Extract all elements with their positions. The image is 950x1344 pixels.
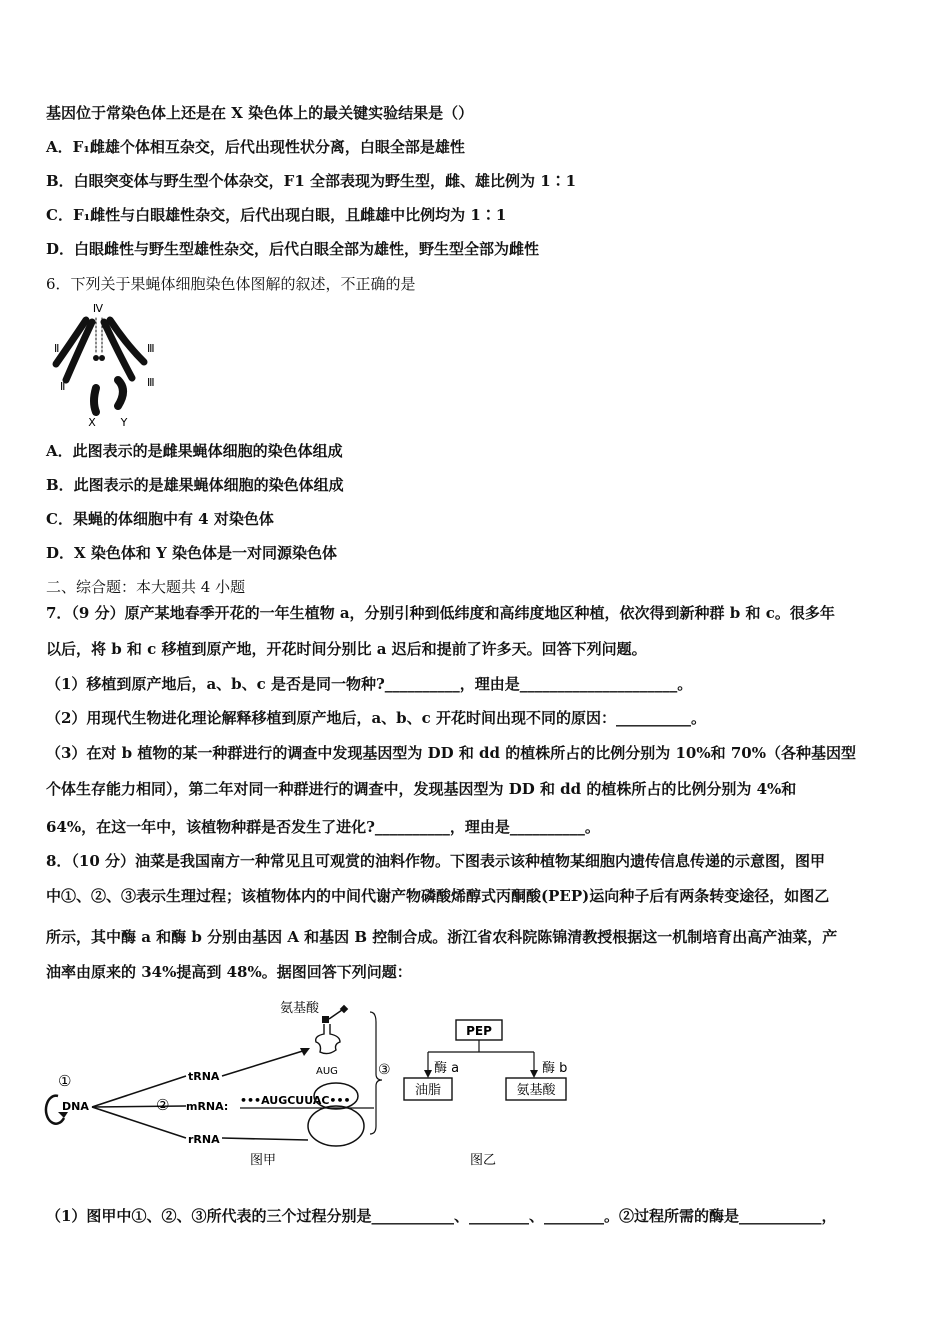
fig-a-aug-label: AUG — [316, 1066, 338, 1077]
chromosome-y — [118, 380, 123, 406]
q5-option-d: D．白眼雌性与野生型雄性杂交，后代白眼全部为雄性，野生型全部为雌性 — [46, 240, 540, 258]
ribosome-large-subunit — [308, 1106, 364, 1146]
fig-b-oil-label: 油脂 — [414, 1083, 442, 1098]
fig-a-rrna-label: rRNA — [188, 1133, 220, 1146]
q7-part-1: （1）移植到原产地后，a、b、c 是否是同一物种?__________，理由是_____________________。 — [46, 675, 693, 693]
fig-a-mrna-label: mRNA: — [186, 1100, 229, 1113]
fig-b-enzyme-a-label: 酶 a — [434, 1061, 460, 1076]
q6-option-a: A．此图表示的是雌果蝇体细胞的染色体组成 — [46, 442, 343, 460]
q8-line-3: 所示，其中酶 a 和酶 b 分别由基因 A 和基因 B 控制合成。浙江省农科院陈锦清教授根据这一机制培育出高产油菜，产 — [46, 928, 838, 946]
fig-a-mrna-sequence: •••AUGCUUAC••• — [240, 1094, 351, 1107]
q6-option-b: B．此图表示的是雄果蝇体细胞的染色体组成 — [46, 476, 344, 494]
q5-stem: 基因位于常染色体上还是在 X 染色体上的最关键实验结果是（） — [46, 104, 474, 122]
dna-to-mrna-arrow — [92, 1106, 186, 1107]
figure-b-pep-pathway — [398, 1014, 588, 1170]
q5-option-a: A．F₁雌雄个体相互杂交，后代出现性状分离，白眼全部是雄性 — [46, 138, 465, 156]
fig-a-trna-label: tRNA — [188, 1070, 220, 1083]
oil-arrowhead — [424, 1070, 432, 1078]
label-iii-bottom: Ⅲ — [147, 376, 155, 389]
chromosome-iv-dot — [93, 355, 99, 361]
fig-a-caption: 图甲 — [250, 1153, 277, 1168]
q8-line-4: 油率由原来的 34%提高到 48%。据图回答下列问题： — [46, 963, 412, 981]
fig-a-circle-2: ② — [156, 1096, 170, 1114]
q8-part-1: （1）图甲中①、②、③所代表的三个过程分别是___________、________、________。②过程所需的酶是___________， — [46, 1207, 837, 1225]
fig-b-pep-label: PEP — [466, 1024, 492, 1038]
chromosome-iv-dot-2 — [99, 355, 105, 361]
label-y: Y — [120, 416, 128, 429]
q7-part-3-line-1: （3）在对 b 植物的某一种群进行的调查中发现基因型为 DD 和 dd 的植株所占的比例分别为 10%和 70%（各种基因型 — [46, 744, 856, 762]
dna-to-rrna-arrow — [92, 1107, 186, 1138]
amino-acid-arrowhead — [530, 1070, 538, 1078]
trna-to-ribosome-arrow — [222, 1050, 306, 1076]
chromosome-x — [94, 388, 96, 412]
q6-stem: 6．下列关于果蝇体细胞染色体图解的叙述，不正确的是 — [46, 275, 416, 293]
amino-acid-diamond — [340, 1005, 348, 1013]
fig-a-circle-3: ③ — [378, 1062, 391, 1078]
fig-b-enzyme-b-label: 酶 b — [542, 1061, 568, 1076]
fig-b-amino-acid-label: 氨基酸 — [516, 1083, 556, 1098]
q8-line-2: 中①、②、③表示生理过程；该植物体内的中间代谢产物磷酸烯醇式丙酮酸(PEP)运向种子后有两条转变途径，如图乙 — [46, 887, 830, 905]
fig-b-caption: 图乙 — [470, 1153, 497, 1168]
amino-acid-square — [322, 1016, 329, 1023]
chromosome-diagram — [46, 298, 176, 433]
q6-option-d: D．X 染色体和 Y 染色体是一对同源染色体 — [46, 544, 338, 562]
q5-option-c: C．F₁雌性与白眼雄性杂交，后代出现白眼，且雌雄中比例均为 1∶1 — [46, 206, 507, 224]
label-ii-top: Ⅱ — [54, 342, 60, 355]
amino-acid-link — [329, 1010, 342, 1019]
q7-line-1: 7．（9 分）原产某地春季开花的一年生植物 a，分别引种到低纬度和高纬度地区种植，依次得到新种群 b 和 c。很多年 — [46, 604, 835, 622]
fig-a-dna-label: DNA — [62, 1100, 89, 1113]
fig-a-amino-acid-label: 氨基酸 — [280, 1001, 320, 1016]
dna-to-trna-arrow — [92, 1076, 186, 1107]
q5-option-b: B．白眼突变体与野生型个体杂交，F1 全部表现为野生型，雌、雄比例为 1∶1 — [46, 172, 577, 190]
section-2-heading: 二、综合题：本大题共 4 小题 — [46, 578, 246, 596]
q6-option-c: C．果蝇的体细胞中有 4 对染色体 — [46, 510, 274, 528]
q7-part-3-line-2: 个体生存能力相同），第二年对同一种群进行的调查中，发现基因型为 DD 和 dd 的植株所占的比例分别为 4%和 — [46, 780, 797, 798]
label-ii-bottom: Ⅱ — [60, 380, 66, 393]
q7-line-2: 以后，将 b 和 c 移植到原产地，开花时间分别比 a 迟后和提前了许多天。回答下列问题。 — [46, 640, 647, 658]
label-x: X — [88, 416, 96, 429]
q7-part-2: （2）用现代生物进化理论解释移植到原产地后，a、b、c 开花时间出现不同的原因：__________。 — [46, 709, 707, 727]
fig-a-circle-1: ① — [58, 1072, 72, 1090]
label-iii-top: Ⅲ — [147, 342, 155, 355]
q8-line-1: 8．（10 分）油菜是我国南方一种常见且可观赏的油料作物。下图表示该种植物某细胞内遗传信息传递的示意图，图甲 — [46, 852, 826, 870]
label-iv: Ⅳ — [92, 302, 104, 315]
rrna-to-ribosome-arrow — [222, 1138, 308, 1140]
q7-part-3-line-3: 64%，在这一年中，该植物种群是否发生了进化?__________，理由是__________。 — [46, 818, 600, 836]
trna-cloverleaf — [316, 1024, 340, 1054]
figure-a-gene-expression — [44, 992, 394, 1172]
